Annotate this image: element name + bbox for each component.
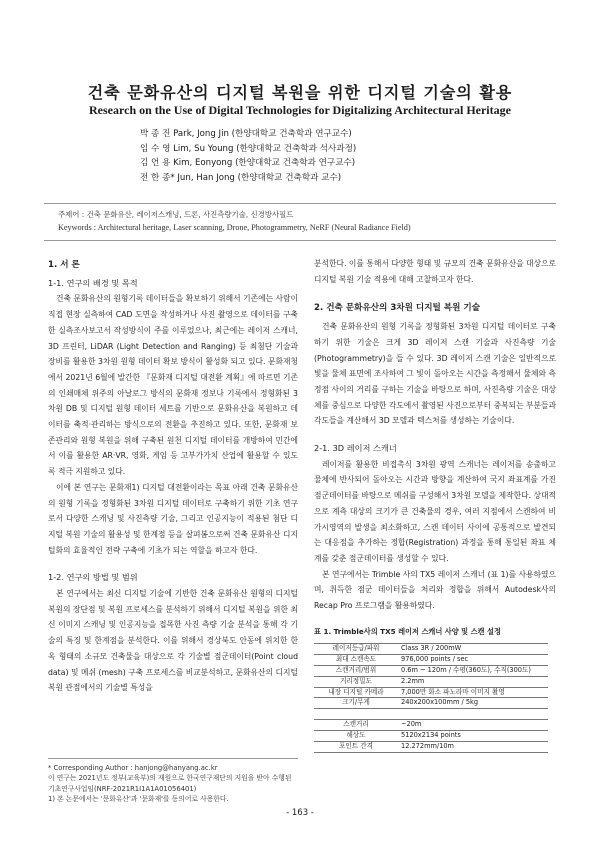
table-row [314, 720, 548, 731]
table-cell-label: 레이저등급/파워 [314, 644, 398, 655]
table-cell-value: 12.272mm/10m [398, 741, 548, 752]
table-cell-label [314, 709, 398, 720]
table-cell-value: 5120x2134 points [398, 731, 548, 742]
footnote-funding: 이 연구는 2021년도 정부(교육부)의 재원으로 한국연구재단의 지원을 받아 수행된 기초연구사업임(NRF-2021R1I1A1A01056401) [48, 774, 292, 793]
section-heading-introduction: 1. 서 론 [48, 260, 80, 270]
table-cell-label: 스캔거리 [314, 720, 398, 731]
author-1: 박 종 진 Park, Jong Jin (한양대학교 건축학과 연구교수) [140, 129, 352, 139]
right-column [314, 256, 556, 753]
table-row [314, 731, 548, 742]
table-cell-value: Class 3R / 200mW [398, 644, 548, 655]
footnote-corresponding-author: * Corresponding Author : hanjong@hanyang.ac.kr [48, 764, 218, 772]
paragraph-continued: 분석한다. 이를 통해서 다양한 형태 및 규모의 건축 문화유산을 대상으로 디지털 복원 기술 적용에 대해 고찰하고자 한다. [314, 259, 556, 284]
table-cell-value: ~20m [398, 720, 548, 731]
paragraph-background: 건축 문화유산의 원형기록 데이터들을 확보하기 위해서 기존에는 사람이 직접 현장 실측하여 CAD 도면을 작성하거나 사진 촬영으로 데이터를 구축한 실측조사보고서 작성방식이 주를 이루었으나, 최근에는 레이저 스캐너, 3D 프린터, LiDAR (Light Detection and Ranging) 등 최첨단 기술과 장비를 활용한 3차원 원형 데이터 확보 방식이 활성화 되고 있다. 문화재청에서 2021년 6월에 발간한 『문화재 디지털 대전환 계획』에 따르면 기존의 인쇄매체 위주의 아날로그 방식의 문화재 정보나 기록에서 정형화된 3차원 DB 및 디지털 원형 데이터 세트를 기반으로 문화유산을 복원하고 데이터를 축적·관리하는 방식으로의 전환을 추진하고 있다. 또한, 문화재 보존관리와 원형 복원을 위해 구축된 원천 디지털 데이터를 개방하여 민간에서 이를 활용한 AR·VR, 영화, 게임 등 고부가가치 산업에 활용할 수 있도록 적극 지원하고 있다. [48, 294, 298, 477]
table-cell-label: 스캔거리/범위 [314, 666, 398, 677]
paragraph-purpose: 이에 본 연구는 문화재1) 디지털 대전환이라는 목표 아래 건축 문화유산의 원형 기록을 정형화된 3차원 디지털 데이터로 구축하기 위한 기초 연구로서 다양한 스캐닝 및 사진측량 기술, 그리고 인공지능이 적용된 첨단 디지털 복원 기술의 활용성 및 한계점 등을 살펴봄으로써 건축 문화유산 디지털화의 효율적인 전략 구축에 기초가 되는 역할을 하고자 한다. [48, 482, 298, 555]
table-caption: 표 1. Trimble사의 TX5 레이저 스캐너 사양 및 스캔 설정 [314, 626, 501, 636]
author-2: 임 수 영 Lim, Su Young (한양대학교 건축학과 석사과정) [140, 143, 357, 154]
table-cell-label: 내장 디지털 카메라 [314, 687, 398, 698]
subsection-heading-laser-scanner: 2-1. 3D 레이저 스캐너 [314, 443, 397, 454]
author-list [140, 127, 500, 185]
paragraph-method: 본 연구에서는 최신 디지털 기술에 기반한 건축 문화유산 원형의 디지털 복원의 장단점 및 복원 프로세스를 분석하기 위해서 디지털 복원을 위한 최신 이미지 스캐닝 및 인공지능을 접목한 사진 측량 기술 분석을 통해 각 기술의 특징 및 한계점을 분석한다. 이를 위해서 경상북도 안동에 위치한 한옥 형태의 소규모 건축물을 대상으로 각 기술별 점군데이터(Point cloud data) 및 메쉬 (mesh) 구축 프로세스를 비교분석하고, 문화유산의 디지털 복원 관점에서의 기술별 특성을 [48, 589, 298, 693]
keywords-korean: 주제어 : 건축 문화유산, 레이저스캐닝, 드론, 사진측량기술, 신경방사필드 [58, 210, 294, 219]
table-cell-label: 포인트 간격 [314, 741, 398, 752]
table-row [314, 698, 548, 709]
paragraph-restoration-tech: 건축 문화유산의 원형 기록을 정형화된 3차원 디지털 데이터로 구축하기 위한 기술은 크게 3D 레이저 스캔 기술과 사진측량 기술 (Photogrammetry)을 들 수 있다. 3D 레이저 스캔 기술은 일반적으로 빛을 물체 표면에 조사하여 그 빛이 돌아오는 시간을 측정해서 물체와 측정점 사이의 거리를 구하는 기술을 바탕으로 하며, 사진측량 기술은 대상체를 중심으로 다양한 각도에서 촬영된 사진으로부터 중복되는 부분들과 각도들을 계산해서 3D 모델과 텍스처를 생성하는 기술이다. [314, 322, 556, 426]
table-cell-label: 최대 스캔속도 [314, 655, 398, 666]
footnotes [48, 758, 298, 804]
left-column [48, 256, 298, 696]
table-cell-value: 7,000만 화소 파노라마 이미지 촬영 [398, 687, 548, 698]
paper-title-korean: 건축 문화유산의 디지털 복원을 위한 디지털 기술의 활용 [87, 83, 513, 102]
author-3: 김 언 용 Kim, Eonyong (한양대학교 건축학과 연구교수) [140, 158, 356, 168]
section-heading-digital-restoration: 2. 건축 문화유산의 3차원 디지털 복원 기술 [314, 303, 481, 314]
paragraph-laser-scanner: 레이저를 활용한 비접촉식 3차원 광역 스캐너는 레이저를 송출하고 물체에 반사되어 돌아오는 시간과 방향을 계산하여 국지 좌표계를 가진 점군데이터를 바탕으로 메쉬를 구성해서 3차원 모델을 제작한다. 상대적으로 계측 대상의 크기가 큰 건축물의 경우, 여러 지점에서 스캔하여 비가시영역의 발생을 최소화하고, 스캔 데이터 사이에 공통적으로 발견되는 대응점을 추가하는 정합(Registration) 과정을 통해 통일된 좌표 체계를 갖춘 점군데이터를 생성할 수 있다. [314, 459, 556, 563]
keywords-english: Keywords : Architectural heritage, Laser scanning, Drone, Photogrammetry, NeRF (Neural Radiance Field) [58, 223, 411, 232]
table-cell-label: 해상도 [314, 731, 398, 742]
paper-title-english: Research on the Use of Digital Technologies for Digitalizing Architectural Heritage [89, 103, 511, 117]
table-cell-label: 크기/무게 [314, 698, 398, 709]
keywords-box [44, 203, 556, 241]
subsection-heading-background: 1-1. 연구의 배경 및 목적 [48, 277, 138, 288]
table-row [314, 666, 548, 677]
table-row [314, 644, 548, 655]
table-cell-value: 240x200x100mm / 5kg [398, 698, 548, 709]
paragraph-trimble: 본 연구에서는 Trimble 사의 TX5 레이저 스캐너 (표 1)를 사용하였으며, 취득한 점군 데이터들을 처리와 정합을 위해서 Autodesk사의 Recap Pro 프로그램을 활용하였다. [314, 569, 556, 611]
table-cell-value: 976,000 points / sec [398, 655, 548, 666]
footnote-terminology: 1) 본 논문에서는 '문화유산'과 '문화재'를 동의어로 사용한다. [48, 794, 229, 803]
table-cell-value: 0.6m ~ 120m / 수평(360도), 수직(300도) [398, 666, 548, 677]
page-number: - 163 - [286, 808, 314, 818]
subsection-heading-method: 1-2. 연구의 방법 및 범위 [48, 572, 138, 583]
scanner-spec-table [314, 643, 548, 752]
table-row [314, 655, 548, 666]
table-row [314, 709, 548, 720]
table-row [314, 687, 548, 698]
author-4: 전 한 종* Jun, Han Jong (한양대학교 건축학과 교수) [140, 172, 342, 183]
table-cell-label: 거리정밀도 [314, 676, 398, 687]
table-cell-value [398, 709, 548, 720]
table-cell-value: 2.2mm [398, 676, 548, 687]
table-row [314, 676, 548, 687]
table-row [314, 741, 548, 752]
